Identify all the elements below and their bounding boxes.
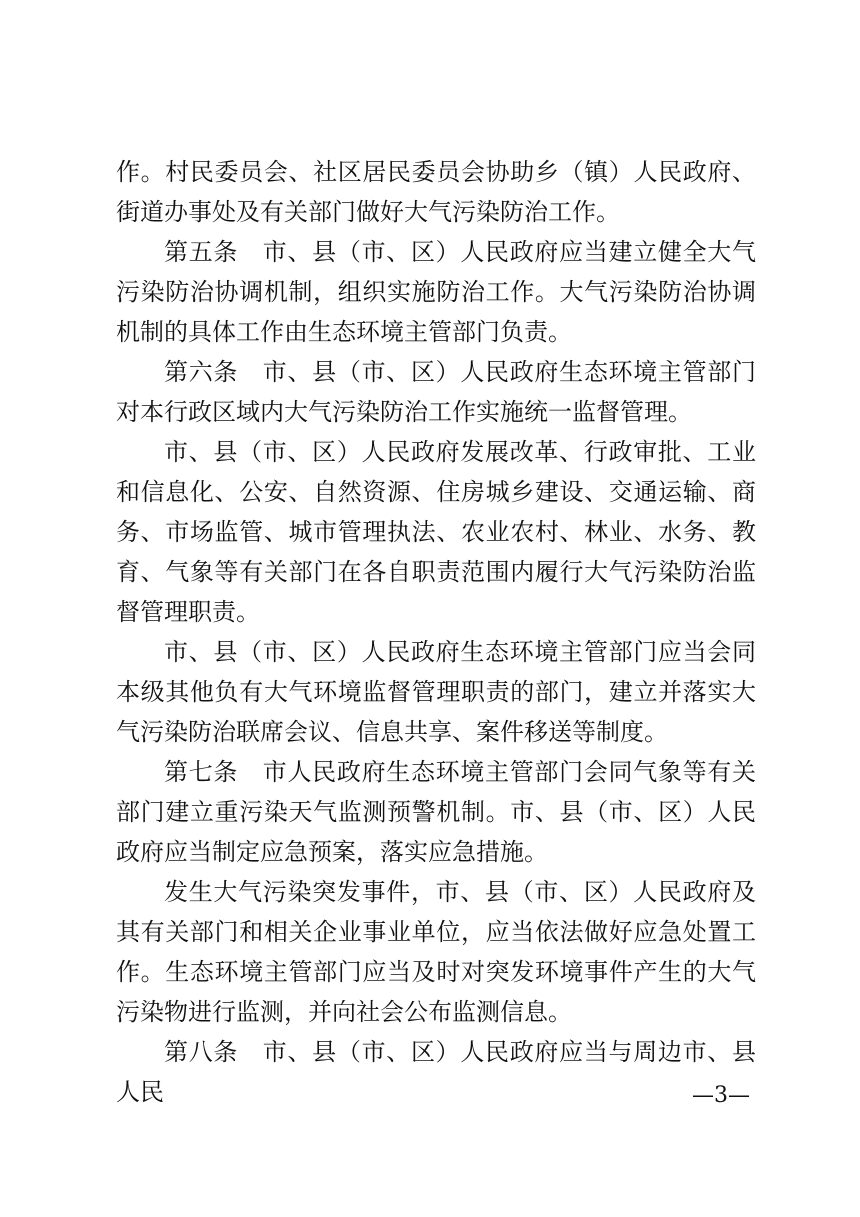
- paragraph-7: 发生大气污染突发事件，市、县（市、区）人民政府及其有关部门和相关企业事业单位，应当依法做好应急处置工作。生态环境主管部门应当及时对突发环境事件产生的大气污染物进行监测，并向社会公布监测信息。: [116, 878, 756, 1026]
- paragraph-2: 第五条 市、县（市、区）人民政府应当建立健全大气污染防治协调机制，组织实施防治工作。大气污染防治协调机制的具体工作由生态环境主管部门负责。: [116, 238, 756, 346]
- paragraph-3: 第六条 市、县（市、区）人民政府生态环境主管部门对本行政区域内大气污染防治工作实施统一监督管理。: [116, 358, 756, 426]
- paragraph-8: 第八条 市、县（市、区）人民政府应当与周边市、县人民: [116, 1038, 756, 1106]
- paragraph-1: 作。村民委员会、社区居民委员会协助乡（镇）人民政府、街道办事处及有关部门做好大气污染防治工作。: [116, 158, 756, 226]
- page-number: —3—: [692, 1083, 750, 1108]
- paragraph-6: 第七条 市人民政府生态环境主管部门会同气象等有关部门建立重污染天气监测预警机制。市、县（市、区）人民政府应当制定应急预案，落实应急措施。: [116, 758, 756, 866]
- paragraph-5: 市、县（市、区）人民政府生态环境主管部门应当会同本级其他负有大气环境监督管理职责的部门，建立并落实大气污染防治联席会议、信息共享、案件移送等制度。: [116, 638, 756, 746]
- document-body: [116, 152, 756, 1112]
- paragraph-4: 市、县（市、区）人民政府发展改革、行政审批、工业和信息化、公安、自然资源、住房城乡建设、交通运输、商务、市场监管、城市管理执法、农业农村、林业、水务、教育、气象等有关部门在各自职责范围内履行大气污染防治监督管理职责。: [116, 438, 756, 626]
